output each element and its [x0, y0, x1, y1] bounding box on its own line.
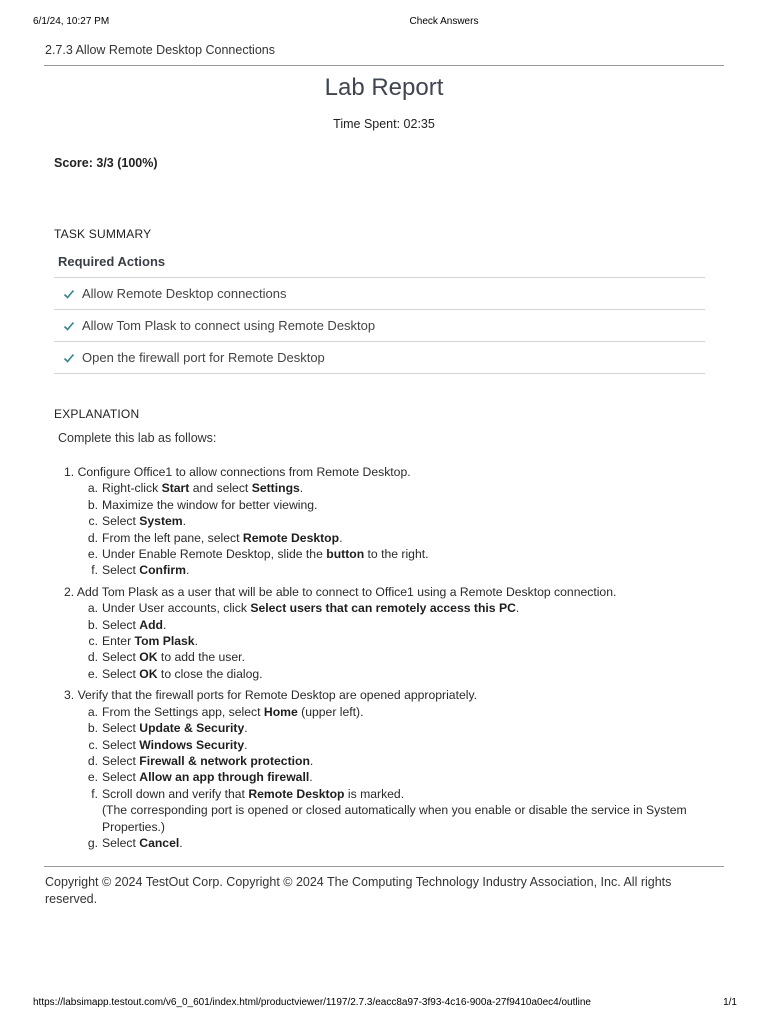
substep-letter: e.	[87, 547, 98, 562]
copyright: Copyright © 2024 TestOut Corp. Copyright © 2024 The Computing Technology Industry Association, Inc. All rights reserved.	[45, 875, 672, 906]
required-action-label: Allow Tom Plask to connect using Remote Desktop	[82, 318, 376, 333]
substep-text: Select OK to close the dialog.	[102, 666, 263, 681]
substep-text: Scroll down and verify that Remote Desktop is marked.	[102, 786, 405, 801]
substep-letter: f.	[91, 563, 98, 578]
substep	[86, 753, 704, 769]
required-action-row	[54, 278, 705, 310]
substep	[86, 666, 704, 682]
substep-text: From the Settings app, select Home (upper left).	[102, 704, 364, 719]
substep-text: Select OK to add the user.	[102, 650, 245, 665]
print-date: 6/1/24, 10:27 PM	[33, 16, 110, 27]
substep	[86, 497, 704, 513]
substep-letter: b.	[87, 617, 98, 632]
substep-text: Enter Tom Plask.	[102, 634, 198, 649]
required-action-row	[54, 310, 705, 342]
substep	[86, 769, 704, 785]
required-actions-list	[54, 277, 705, 374]
substep-text: Maximize the window for better viewing.	[102, 497, 318, 512]
substep-letter: a.	[87, 481, 98, 496]
print-url: https://labsimapp.testout.com/v6_0_601/index.html/productviewer/1197/2.7.3/eacc8a97-3f93-4c16-900a-27f9410a0ec4/outline	[33, 997, 591, 1008]
required-action-row	[54, 342, 705, 374]
substep	[86, 600, 704, 616]
substep	[86, 835, 704, 851]
substep-letter: a.	[87, 704, 98, 719]
substep-letter: c.	[88, 514, 98, 529]
substep-text: Select Firewall & network protection.	[102, 753, 314, 768]
substep	[86, 530, 704, 546]
substep-text: Select Update & Security.	[102, 721, 248, 736]
substep	[86, 633, 704, 649]
page-number: 1/1	[723, 997, 737, 1008]
explanation-steps	[64, 464, 704, 856]
substep-letter: a.	[87, 601, 98, 616]
substep	[86, 737, 704, 753]
substep-text: Select Windows Security.	[102, 737, 248, 752]
substep	[86, 480, 704, 496]
task-summary-heading: TASK SUMMARY	[54, 227, 152, 241]
substep-letter: e.	[87, 666, 98, 681]
print-header	[0, 16, 768, 30]
substep	[86, 546, 704, 562]
substep-letter: d.	[87, 530, 98, 545]
substep-text: Select Allow an app through firewall.	[102, 770, 313, 785]
substep-letter: b.	[87, 721, 98, 736]
required-action-label: Open the firewall port for Remote Desktop	[82, 350, 325, 365]
substep	[86, 649, 704, 665]
substep-letter: b.	[87, 497, 98, 512]
substep-text: Select Add.	[102, 617, 167, 632]
breadcrumb: 2.7.3 Allow Remote Desktop Connections	[45, 43, 275, 57]
explanation-step	[64, 464, 704, 579]
score: Score: 3/3 (100%)	[54, 156, 158, 170]
substep-text: Under Enable Remote Desktop, slide the button to the right.	[102, 547, 429, 562]
substep	[86, 513, 704, 529]
substep-letter: c.	[88, 737, 98, 752]
page-title: Lab Report	[324, 74, 444, 101]
print-title: Check Answers	[409, 16, 479, 27]
header-divider	[44, 65, 724, 66]
explanation-intro: Complete this lab as follows:	[58, 431, 217, 445]
explanation-step	[64, 584, 704, 682]
check-icon	[63, 320, 75, 332]
step-text	[64, 584, 704, 600]
check-icon	[63, 352, 75, 364]
footer-divider	[44, 866, 724, 867]
required-actions-title: Required Actions	[58, 254, 166, 269]
substep-text: Select System.	[102, 514, 187, 529]
step-description: Verify that the firewall ports for Remote Desktop are opened appropriately.	[77, 688, 478, 703]
step-number: 3.	[64, 688, 78, 703]
step-text	[64, 464, 704, 480]
explanation-heading: EXPLANATION	[54, 407, 140, 421]
substep-letter: d.	[87, 650, 98, 665]
step-description: Add Tom Plask as a user that will be able to connect to Office1 using a Remote Desktop connection.	[76, 584, 617, 599]
substep	[86, 704, 704, 720]
substep	[86, 786, 704, 802]
substep	[86, 562, 704, 578]
required-action-label: Allow Remote Desktop connections	[82, 286, 287, 301]
substep-text: Under User accounts, click Select users that can remotely access this PC.	[102, 601, 520, 616]
time-spent: Time Spent: 02:35	[333, 117, 435, 131]
substep-note: (The corresponding port is opened or closed automatically when you enable or disable the service in System Properties.)	[102, 803, 687, 834]
substep-letter: d.	[87, 753, 98, 768]
substep-letter: g.	[87, 835, 98, 850]
substep-text: Right-click Start and select Settings.	[102, 481, 304, 496]
substep-letter: f.	[91, 786, 98, 801]
substep	[86, 617, 704, 633]
step-number: 2.	[64, 584, 77, 599]
explanation-step	[64, 687, 704, 851]
substep-text: Select Confirm.	[102, 563, 190, 578]
step-text	[64, 687, 704, 703]
substep-text: From the left pane, select Remote Desktop.	[102, 530, 343, 545]
step-description: Configure Office1 to allow connections from Remote Desktop.	[77, 465, 411, 479]
check-icon	[63, 288, 75, 300]
substep	[86, 720, 704, 736]
substep-letter: c.	[88, 634, 98, 649]
step-number: 1.	[64, 465, 78, 479]
substep-text: Select Cancel.	[102, 835, 183, 850]
substep-letter: e.	[87, 770, 98, 785]
